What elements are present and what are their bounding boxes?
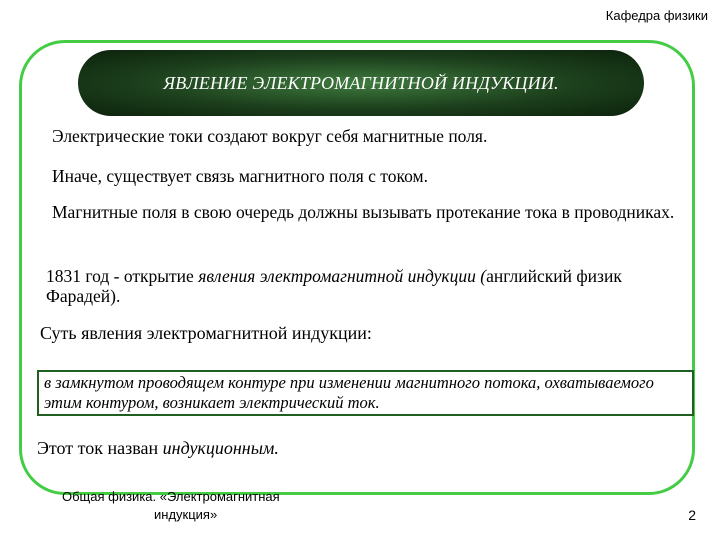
- induction-current-term: индукционным.: [162, 438, 279, 458]
- footer-course: [62, 488, 342, 524]
- department-label: Кафедра физики: [605, 8, 708, 23]
- paragraph-relation: Иначе, существует связь магнитного поля с током.: [52, 166, 428, 186]
- paragraph-currents: Электрические токи создают вокруг себя магнитные поля.: [52, 126, 488, 146]
- definition-text: в замкнутом проводящем контуре при изменении магнитного потока, охватываемого этим контуром, возникает электрический ток.: [44, 373, 654, 412]
- slide-title: ЯВЛЕНИЕ ЭЛЕКТРОМАГНИТНОЙ ИНДУКЦИИ.: [163, 72, 559, 93]
- paragraph-induced-current: Магнитные поля в свою очередь должны вызывать протекание тока в проводниках.: [52, 202, 675, 222]
- definition-box: [37, 370, 694, 416]
- induction-current-text: Этот ток назван: [37, 438, 163, 458]
- discovery-year-text: 1831 год - открытие: [46, 266, 199, 286]
- paragraph-discovery: [46, 266, 696, 306]
- slide-title-bar: [78, 50, 644, 116]
- paragraph-essence: Суть явления электромагнитной индукции:: [40, 323, 372, 343]
- discovery-scientist: английский физик Фарадей).: [46, 266, 622, 306]
- page-number: 2: [688, 507, 696, 523]
- paragraph-induction-current: [37, 438, 279, 458]
- discovery-phenomenon: явления электромагнитной индукции (: [198, 266, 487, 286]
- footer-course-line2: индукция»: [154, 507, 218, 522]
- footer-course-line1: Общая физика. «Электромагнитная: [62, 489, 280, 504]
